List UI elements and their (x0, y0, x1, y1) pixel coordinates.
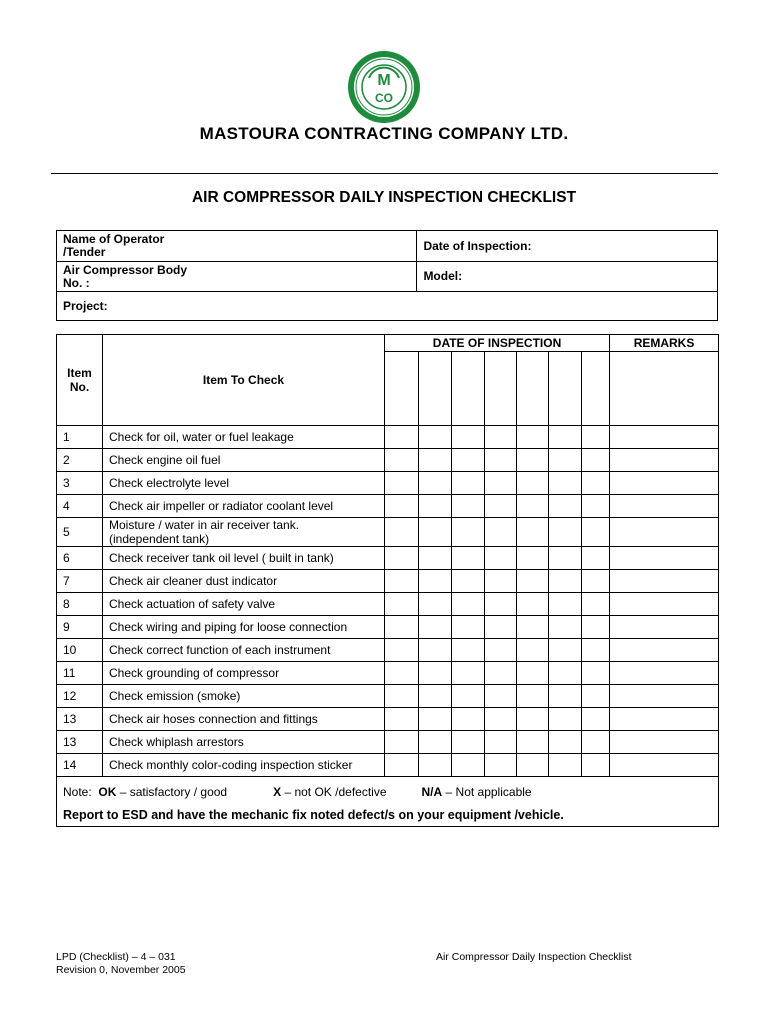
svg-text:CO: CO (375, 91, 393, 105)
legend-line: Note: OK – satisfactory / good X – not OK /defective N/A – Not applicable (63, 785, 532, 799)
date-check-cell[interactable] (385, 495, 419, 518)
date-check-cell[interactable] (517, 449, 549, 472)
date-check-cell[interactable] (419, 495, 452, 518)
table-row (57, 685, 719, 708)
date-check-cell[interactable] (452, 570, 485, 593)
item-no-header: Item No. (57, 335, 103, 426)
footer-right: Air Compressor Daily Inspection Checklist (436, 951, 632, 963)
date-check-cell[interactable] (419, 662, 452, 685)
item-description: Check monthly color-coding inspection sticker (103, 754, 385, 777)
item-description: Moisture / water in air receiver tank. (independent tank) (103, 518, 385, 547)
date-check-cell[interactable] (549, 426, 582, 449)
date-check-cell[interactable] (485, 662, 517, 685)
remarks-cell[interactable] (610, 708, 719, 731)
body-number-label: Air Compressor Body No. : (63, 262, 188, 290)
date-check-cell[interactable] (582, 731, 610, 754)
date-check-cell[interactable] (517, 547, 549, 570)
date-check-cell[interactable] (485, 754, 517, 777)
item-number: 6 (57, 547, 103, 570)
date-check-cell[interactable] (385, 472, 419, 495)
item-number: 3 (57, 472, 103, 495)
report-instruction: Report to ESD and have the mechanic fix noted defect/s on your equipment /vehicle. (63, 808, 564, 822)
date-check-cell[interactable] (485, 449, 517, 472)
date-check-cell[interactable] (485, 593, 517, 616)
remarks-cell[interactable] (610, 472, 719, 495)
date-check-cell[interactable] (517, 616, 549, 639)
item-description: Check emission (smoke) (103, 685, 385, 708)
item-description: Check whiplash arrestors (103, 731, 385, 754)
date-check-cell[interactable] (582, 495, 610, 518)
remarks-cell[interactable] (610, 639, 719, 662)
remarks-header: REMARKS (610, 335, 719, 352)
project-field[interactable] (57, 292, 718, 321)
item-number: 7 (57, 570, 103, 593)
table-row (57, 472, 719, 495)
date-check-cell[interactable] (549, 495, 582, 518)
date-check-cell[interactable] (517, 570, 549, 593)
table-row (57, 570, 719, 593)
remarks-column-header-blank (610, 352, 719, 426)
remarks-cell[interactable] (610, 495, 719, 518)
table-row (57, 449, 719, 472)
item-to-check-header: Item To Check (103, 335, 385, 426)
footer-doc-code: LPD (Checklist) – 4 – 031 (56, 951, 176, 963)
date-check-cell[interactable] (452, 708, 485, 731)
table-row (57, 754, 719, 777)
date-check-cell[interactable] (549, 472, 582, 495)
remarks-cell[interactable] (610, 616, 719, 639)
model-field[interactable] (417, 262, 718, 292)
date-check-cell[interactable] (549, 518, 582, 547)
body-number-field[interactable] (57, 262, 417, 292)
date-check-cell[interactable] (517, 495, 549, 518)
date-check-cell[interactable] (419, 731, 452, 754)
legend-na-code: N/A (421, 785, 443, 799)
date-check-cell[interactable] (549, 547, 582, 570)
item-number: 11 (57, 662, 103, 685)
note-section (57, 777, 719, 827)
info-table (56, 230, 718, 321)
date-check-cell[interactable] (485, 426, 517, 449)
date-check-cell[interactable] (485, 616, 517, 639)
date-check-cell[interactable] (452, 472, 485, 495)
remarks-cell[interactable] (610, 662, 719, 685)
item-number: 13 (57, 731, 103, 754)
legend-ok-text: – satisfactory / good (116, 785, 228, 799)
date-check-cell[interactable] (385, 547, 419, 570)
date-check-cell[interactable] (485, 547, 517, 570)
date-check-cell[interactable] (549, 662, 582, 685)
legend-x-code: X (273, 785, 282, 799)
date-check-cell[interactable] (452, 616, 485, 639)
date-check-cell[interactable] (452, 426, 485, 449)
date-check-cell[interactable] (419, 708, 452, 731)
footer-revision: Revision 0, November 2005 (56, 964, 186, 976)
date-check-cell[interactable] (452, 685, 485, 708)
svg-text:M: M (377, 72, 391, 89)
date-check-cell[interactable] (549, 731, 582, 754)
date-check-cell[interactable] (517, 518, 549, 547)
date-check-cell[interactable] (517, 731, 549, 754)
date-check-cell[interactable] (582, 449, 610, 472)
date-check-cell[interactable] (452, 639, 485, 662)
item-number: 12 (57, 685, 103, 708)
table-row (57, 731, 719, 754)
date-check-cell[interactable] (452, 593, 485, 616)
date-check-cell[interactable] (549, 449, 582, 472)
date-column-header-2[interactable] (419, 352, 452, 426)
date-check-cell[interactable] (385, 616, 419, 639)
model-label: Model: (423, 269, 463, 283)
remarks-cell[interactable] (610, 570, 719, 593)
date-check-cell[interactable] (385, 449, 419, 472)
date-check-cell[interactable] (517, 472, 549, 495)
footer-left (56, 951, 186, 977)
date-check-cell[interactable] (582, 518, 610, 547)
date-check-cell[interactable] (517, 754, 549, 777)
date-check-cell[interactable] (549, 593, 582, 616)
date-check-cell[interactable] (385, 731, 419, 754)
date-check-cell[interactable] (517, 708, 549, 731)
legend-x-text: – not OK /defective (281, 785, 387, 799)
item-number: 8 (57, 593, 103, 616)
table-row (57, 547, 719, 570)
date-check-cell[interactable] (485, 708, 517, 731)
item-number: 5 (57, 518, 103, 547)
date-check-cell[interactable] (582, 708, 610, 731)
item-description: Check grounding of compressor (103, 662, 385, 685)
date-check-cell[interactable] (517, 593, 549, 616)
date-check-cell[interactable] (582, 547, 610, 570)
date-check-cell[interactable] (485, 639, 517, 662)
date-check-cell[interactable] (485, 518, 517, 547)
date-check-cell[interactable] (549, 639, 582, 662)
item-number: 2 (57, 449, 103, 472)
company-logo (347, 50, 421, 124)
legend-na-text: – Not applicable (442, 785, 532, 799)
date-check-cell[interactable] (549, 708, 582, 731)
date-check-cell[interactable] (419, 426, 452, 449)
date-check-cell[interactable] (419, 518, 452, 547)
date-check-cell[interactable] (419, 593, 452, 616)
date-check-cell[interactable] (582, 593, 610, 616)
date-check-cell[interactable] (385, 662, 419, 685)
table-row (57, 708, 719, 731)
date-check-cell[interactable] (419, 639, 452, 662)
date-of-inspection-label: Date of Inspection: (423, 238, 532, 253)
date-check-cell[interactable] (385, 426, 419, 449)
date-check-cell[interactable] (452, 754, 485, 777)
operator-label: Name of Operator /Tender (63, 232, 165, 259)
date-check-cell[interactable] (582, 426, 610, 449)
item-description: Check receiver tank oil level ( built in tank) (103, 547, 385, 570)
date-check-cell[interactable] (385, 518, 419, 547)
document-title: AIR COMPRESSOR DAILY INSPECTION CHECKLIST (191, 189, 577, 206)
date-check-cell[interactable] (419, 754, 452, 777)
item-description: Check air hoses connection and fittings (103, 708, 385, 731)
item-description: Check electrolyte level (103, 472, 385, 495)
date-of-inspection-header: DATE OF INSPECTION (385, 335, 610, 352)
item-description: Check correct function of each instrument (103, 639, 385, 662)
date-check-cell[interactable] (582, 616, 610, 639)
date-check-cell[interactable] (485, 570, 517, 593)
date-check-cell[interactable] (385, 685, 419, 708)
date-check-cell[interactable] (419, 616, 452, 639)
date-check-cell[interactable] (452, 518, 485, 547)
date-of-inspection-field[interactable] (417, 231, 718, 262)
date-column-header-7[interactable] (582, 352, 610, 426)
table-row (57, 426, 719, 449)
item-description: Check actuation of safety valve (103, 593, 385, 616)
checklist-table (56, 334, 719, 827)
date-check-cell[interactable] (485, 731, 517, 754)
remarks-cell[interactable] (610, 547, 719, 570)
remarks-cell[interactable] (610, 754, 719, 777)
date-check-cell[interactable] (517, 685, 549, 708)
project-label: Project: (63, 298, 108, 313)
item-number: 9 (57, 616, 103, 639)
remarks-cell[interactable] (610, 426, 719, 449)
operator-field[interactable] (57, 231, 417, 262)
item-description: Check air impeller or radiator coolant level (103, 495, 385, 518)
item-description: Check engine oil fuel (103, 449, 385, 472)
date-check-cell[interactable] (385, 593, 419, 616)
item-number: 1 (57, 426, 103, 449)
date-check-cell[interactable] (485, 495, 517, 518)
date-column-header-4[interactable] (485, 352, 517, 426)
table-row (57, 662, 719, 685)
date-check-cell[interactable] (385, 754, 419, 777)
date-check-cell[interactable] (452, 662, 485, 685)
date-check-cell[interactable] (582, 639, 610, 662)
date-check-cell[interactable] (582, 685, 610, 708)
table-row (57, 495, 719, 518)
remarks-cell[interactable] (610, 593, 719, 616)
remarks-cell[interactable] (610, 518, 719, 547)
legend-ok-code: OK (98, 785, 117, 799)
date-check-cell[interactable] (582, 570, 610, 593)
remarks-cell[interactable] (610, 449, 719, 472)
date-check-cell[interactable] (419, 547, 452, 570)
date-column-header-1[interactable] (385, 352, 419, 426)
date-check-cell[interactable] (582, 754, 610, 777)
date-check-cell[interactable] (419, 570, 452, 593)
date-check-cell[interactable] (582, 662, 610, 685)
date-check-cell[interactable] (452, 449, 485, 472)
date-check-cell[interactable] (385, 570, 419, 593)
item-description: Check air cleaner dust indicator (103, 570, 385, 593)
table-row (57, 518, 719, 547)
date-column-header-3[interactable] (452, 352, 485, 426)
item-number: 4 (57, 495, 103, 518)
table-row (57, 593, 719, 616)
table-row (57, 639, 719, 662)
header-divider (51, 173, 718, 174)
date-check-cell[interactable] (385, 639, 419, 662)
table-row (57, 616, 719, 639)
remarks-cell[interactable] (610, 685, 719, 708)
company-name: MASTOURA CONTRACTING COMPANY LTD. (199, 124, 569, 143)
date-check-cell[interactable] (517, 426, 549, 449)
item-description: Check for oil, water or fuel leakage (103, 426, 385, 449)
date-check-cell[interactable] (549, 616, 582, 639)
date-check-cell[interactable] (485, 472, 517, 495)
date-check-cell[interactable] (485, 685, 517, 708)
date-check-cell[interactable] (549, 685, 582, 708)
date-check-cell[interactable] (549, 570, 582, 593)
date-check-cell[interactable] (452, 495, 485, 518)
item-number: 10 (57, 639, 103, 662)
item-description: Check wiring and piping for loose connection (103, 616, 385, 639)
date-check-cell[interactable] (517, 662, 549, 685)
date-check-cell[interactable] (419, 685, 452, 708)
date-check-cell[interactable] (452, 547, 485, 570)
date-check-cell[interactable] (419, 472, 452, 495)
date-check-cell[interactable] (452, 731, 485, 754)
date-column-header-5[interactable] (517, 352, 549, 426)
date-check-cell[interactable] (549, 754, 582, 777)
date-check-cell[interactable] (517, 639, 549, 662)
date-check-cell[interactable] (419, 449, 452, 472)
item-number: 14 (57, 754, 103, 777)
remarks-cell[interactable] (610, 731, 719, 754)
date-column-header-6[interactable] (549, 352, 582, 426)
date-check-cell[interactable] (385, 708, 419, 731)
item-number: 13 (57, 708, 103, 731)
date-check-cell[interactable] (582, 472, 610, 495)
